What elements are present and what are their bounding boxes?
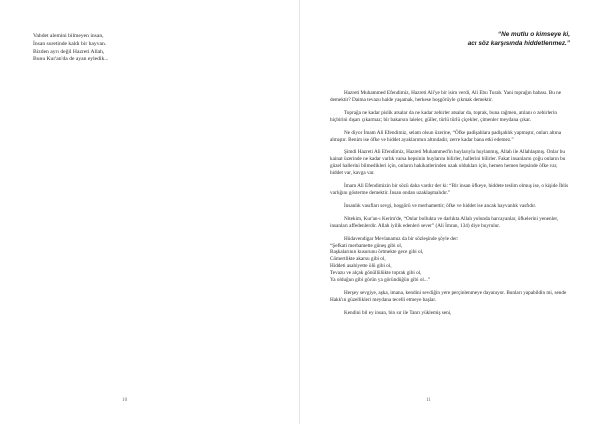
verse-line: Ya olduğun gibi görün ya göründüğün gibi ol...” (330, 277, 431, 284)
page-number-right: 11 (426, 397, 431, 403)
verse-line: Tevazu ve alçak gönüllülükte toprak gibi ol, (330, 270, 422, 277)
poem-line: Bunu Kur'an'da de ayan eyledik... (33, 56, 109, 63)
paragraph: İnsanlık vasıfları sevgi, hoşgörü ve merhamettir; öfke ve hiddet ise ancak hayvanlık vasfıdır. (344, 202, 537, 209)
epigraph-line: “Ne mutlu o kimseye ki, (497, 31, 570, 38)
poem-block (33, 33, 183, 64)
body-text (330, 90, 570, 323)
paragraph: Şimdi Hazreti Ali Efendimiz, Hazreti Muhammed'in huylarıyla huylanmış, Allah ile Allahlaşmış. Onlar bu kainat üzerinde ne kadar varlık varsa hepsinin huylarını bilirler, hallerini bilirler. Fakat insanların çoğu onların bu güzel hallerini bilmedikleri için, onların hakikatlerinden uzak oldukları için, hemen hemen hepsinde öfke var, hiddet var, kavga var. (330, 149, 566, 177)
poem-line: Vahdet alemini bilmeyen insan, (33, 33, 104, 39)
right-page (300, 0, 600, 424)
verse-block (330, 236, 570, 284)
paragraph: Nitekim, Kur'an-ı Kerim'de, “Onlar bollukta ve darlıkta Allah yolunda harcayanlar, öfkelerini yenenler, insanları affedenlerdir. Allah iyilik edenleri sever” (Ali İmran, 134) diye buyrulur. (330, 215, 559, 229)
poem-line: İnsan suretinde kaldı bir hayvan. (33, 40, 107, 47)
paragraph: İmam Ali Efendimizin bir sözü daha vardır der ki: “Bir insan öfkeye, hiddete teslim olmuş ise, o kişide İblis varlığını gösterme demektir. İnsan ondan uzaklaşmalıdır.” (330, 183, 569, 196)
paragraph: Hazreti Muhammed Efendimiz, Hazreti Ali'ye bir isim verdi, Ali Ebu Turab. Yani toprağın babası. Bu ne demektir? Daima tevazu halde yaşamak, herkese hoşgörüyle çıkmak demektir. (330, 90, 562, 103)
paragraph: Toprağa ne kadar pislik atsalar da ne kadar zehirler atsalar da, toprak, buna rağmen, atılanı o zehirlerin hiçbirini dışarı çıkarmaz; bir bakarsın laleler, güller, türlü türlü çiçekler, çimenler meydana çıkar. (330, 109, 557, 123)
epigraph (380, 31, 570, 48)
verse-line: Hiddeti asabiyette ölü gibi ol, (330, 263, 392, 270)
verse-line: Cömertlikte akarsu gibi ol, (330, 256, 386, 263)
verse-line: Başkalarının kusurunu örtmekte gece gibi ol, (330, 249, 424, 256)
verse-line: Hüdavendigar Mevlanamız da bir sözleşinde şöyle der: (344, 235, 459, 242)
paragraph: Ne diyor İmam Ali Efendimiz, selam olsun üzerine, “Öfke padişahlara padişahlık yapmıştır, onları altına almıştır. Benim ise öfke ve hiddet ayaklarımın altındadır, zerre kadar bana etki edemez.” (330, 129, 562, 143)
poem-line: Bizden ayrı değil Hazreti Allah, (33, 48, 105, 55)
epigraph-line: acı söz karşısında hiddetlenmez.” (467, 39, 570, 47)
paragraph: Kendini bil ey insan, bin sır ile Tanrı yüklemiş seni, (344, 309, 452, 316)
page-number-left: 10 (122, 397, 128, 403)
paragraph: Herşey sevgiye, aşka, imana, kendini sevdiğin yere perçinlenmeye dayanıyor. Bunları yapabildin mi, sende Hakk'ın güzellikleri meydana tecelli etmeye başlar. (330, 289, 567, 303)
verse-line: “Şefkati merhamette güneş gibi ol, (330, 242, 403, 249)
